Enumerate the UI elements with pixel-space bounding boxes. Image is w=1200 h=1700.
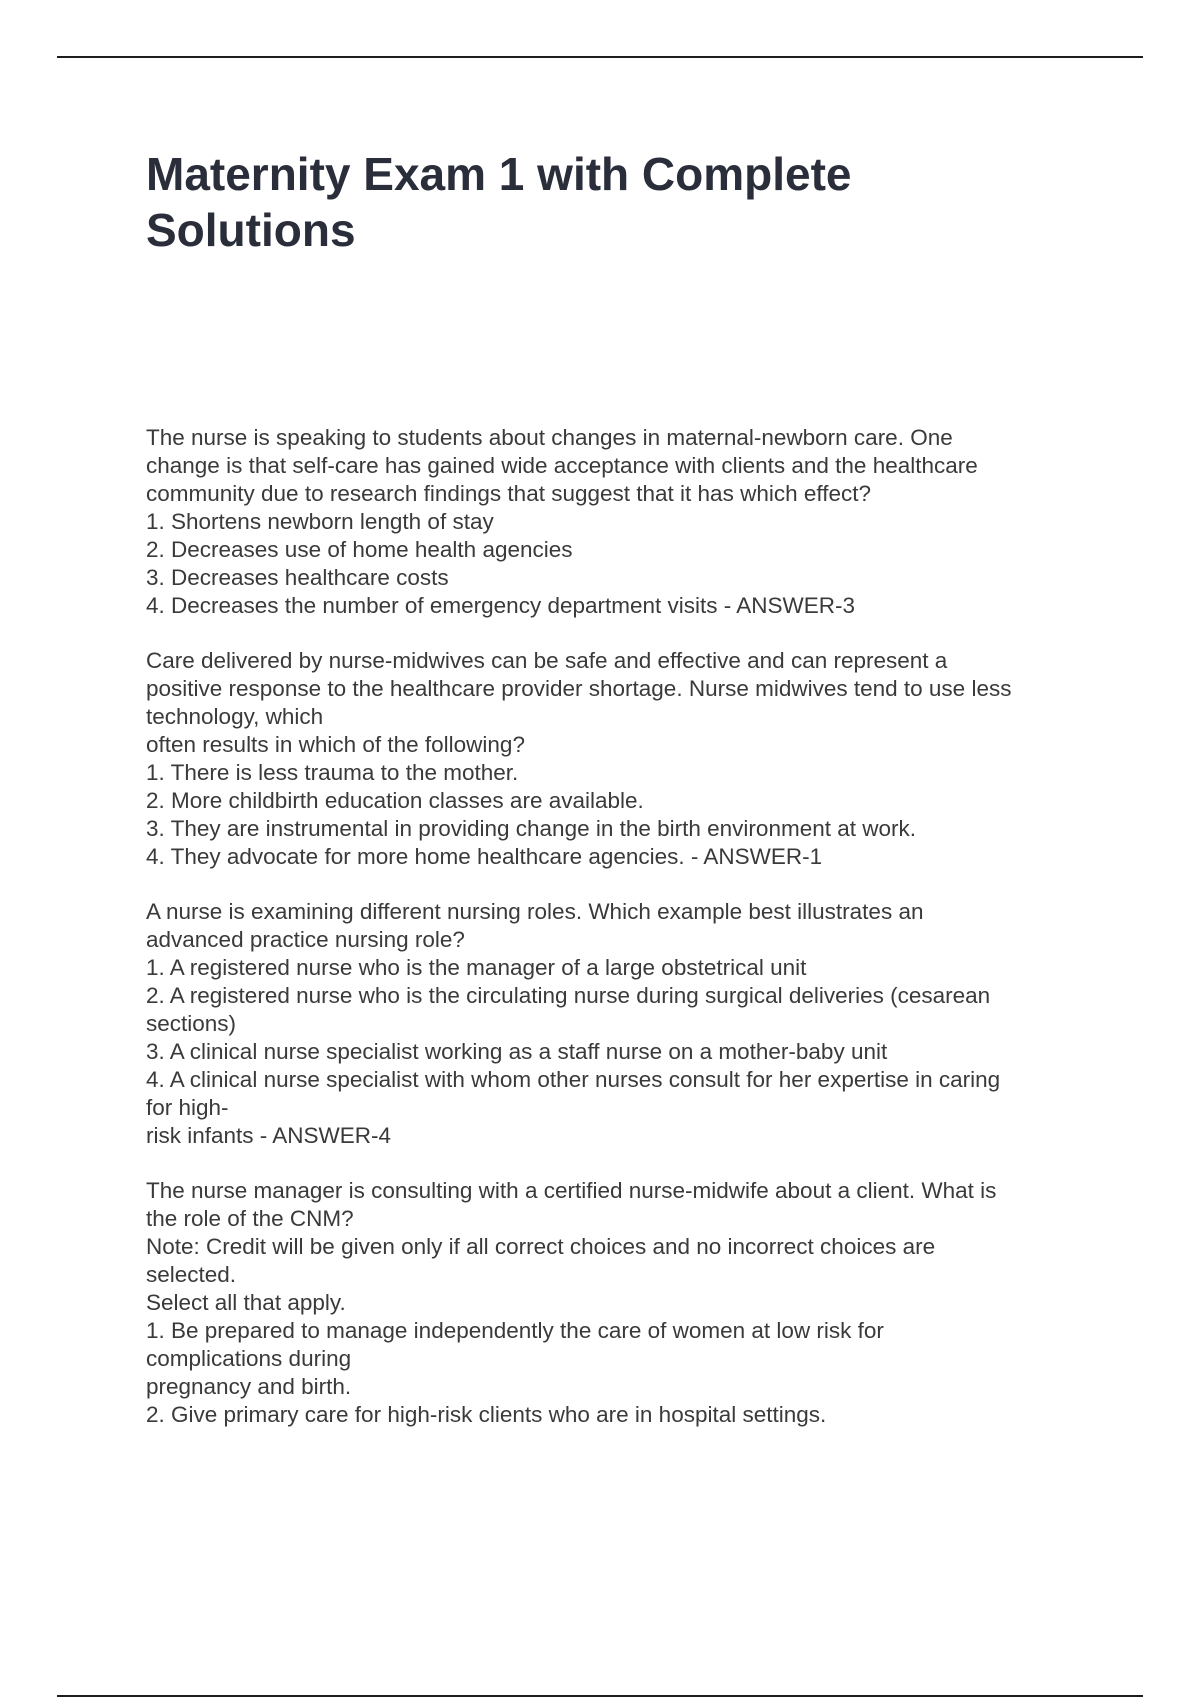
option-line: 4. They advocate for more home healthcare agencies. - ANSWER-1 xyxy=(146,844,823,869)
option-line: 4. Decreases the number of emergency department visits - ANSWER-3 xyxy=(146,593,856,618)
document-body xyxy=(146,424,1106,1456)
top-rule xyxy=(57,56,1143,58)
text-line: change is that self-care has gained wide acceptance with clients and the healthcare xyxy=(146,453,978,478)
option-line: complications during xyxy=(146,1346,352,1371)
option-line: 2. More childbirth education classes are available. xyxy=(146,788,644,813)
option-line: 1. A registered nurse who is the manager of a large obstetrical unit xyxy=(146,955,807,980)
option-line: risk infants - ANSWER-4 xyxy=(146,1123,392,1148)
text-line: A nurse is examining different nursing roles. Which example best illustrates an xyxy=(146,899,924,924)
option-line: sections) xyxy=(146,1011,237,1036)
text-line: The nurse is speaking to students about changes in maternal-newborn care. One xyxy=(146,425,953,450)
text-line: often results in which of the following? xyxy=(146,732,525,757)
title-line-2: Solutions xyxy=(146,204,356,256)
question-block-3 xyxy=(146,898,1106,1150)
option-line: 3. They are instrumental in providing change in the birth environment at work. xyxy=(146,816,916,841)
question-block-2 xyxy=(146,647,1106,871)
text-line: Care delivered by nurse-midwives can be safe and effective and can represent a xyxy=(146,648,948,673)
option-line: 2. Decreases use of home health agencies xyxy=(146,537,573,562)
option-line: 1. Be prepared to manage independently the care of women at low risk for xyxy=(146,1318,884,1343)
text-line: positive response to the healthcare provider shortage. Nurse midwives tend to use less xyxy=(146,676,1012,701)
option-line: 2. Give primary care for high-risk clients who are in hospital settings. xyxy=(146,1402,827,1427)
text-line: advanced practice nursing role? xyxy=(146,927,465,952)
option-line: 2. A registered nurse who is the circulating nurse during surgical deliveries (cesarean xyxy=(146,983,991,1008)
bottom-rule xyxy=(57,1695,1143,1697)
text-line: The nurse manager is consulting with a certified nurse-midwife about a client. What is xyxy=(146,1178,997,1203)
option-line: 1. There is less trauma to the mother. xyxy=(146,760,519,785)
text-line: Note: Credit will be given only if all correct choices and no incorrect choices are xyxy=(146,1234,936,1259)
title-line-1: Maternity Exam 1 with Complete xyxy=(146,148,852,200)
text-line: the role of the CNM? xyxy=(146,1206,354,1231)
option-line: 3. Decreases healthcare costs xyxy=(146,565,449,590)
question-block-4 xyxy=(146,1177,1106,1429)
question-block-1 xyxy=(146,424,1106,620)
text-line: technology, which xyxy=(146,704,324,729)
document-title xyxy=(146,146,1046,258)
text-line: community due to research findings that suggest that it has which effect? xyxy=(146,481,871,506)
text-line: selected. xyxy=(146,1262,237,1287)
option-line: 3. A clinical nurse specialist working as a staff nurse on a mother-baby unit xyxy=(146,1039,888,1064)
option-line: 1. Shortens newborn length of stay xyxy=(146,509,494,534)
option-line: pregnancy and birth. xyxy=(146,1374,352,1399)
option-line: 4. A clinical nurse specialist with whom other nurses consult for her expertise in caring xyxy=(146,1067,1001,1092)
option-line: for high- xyxy=(146,1095,229,1120)
text-line: Select all that apply. xyxy=(146,1290,346,1315)
